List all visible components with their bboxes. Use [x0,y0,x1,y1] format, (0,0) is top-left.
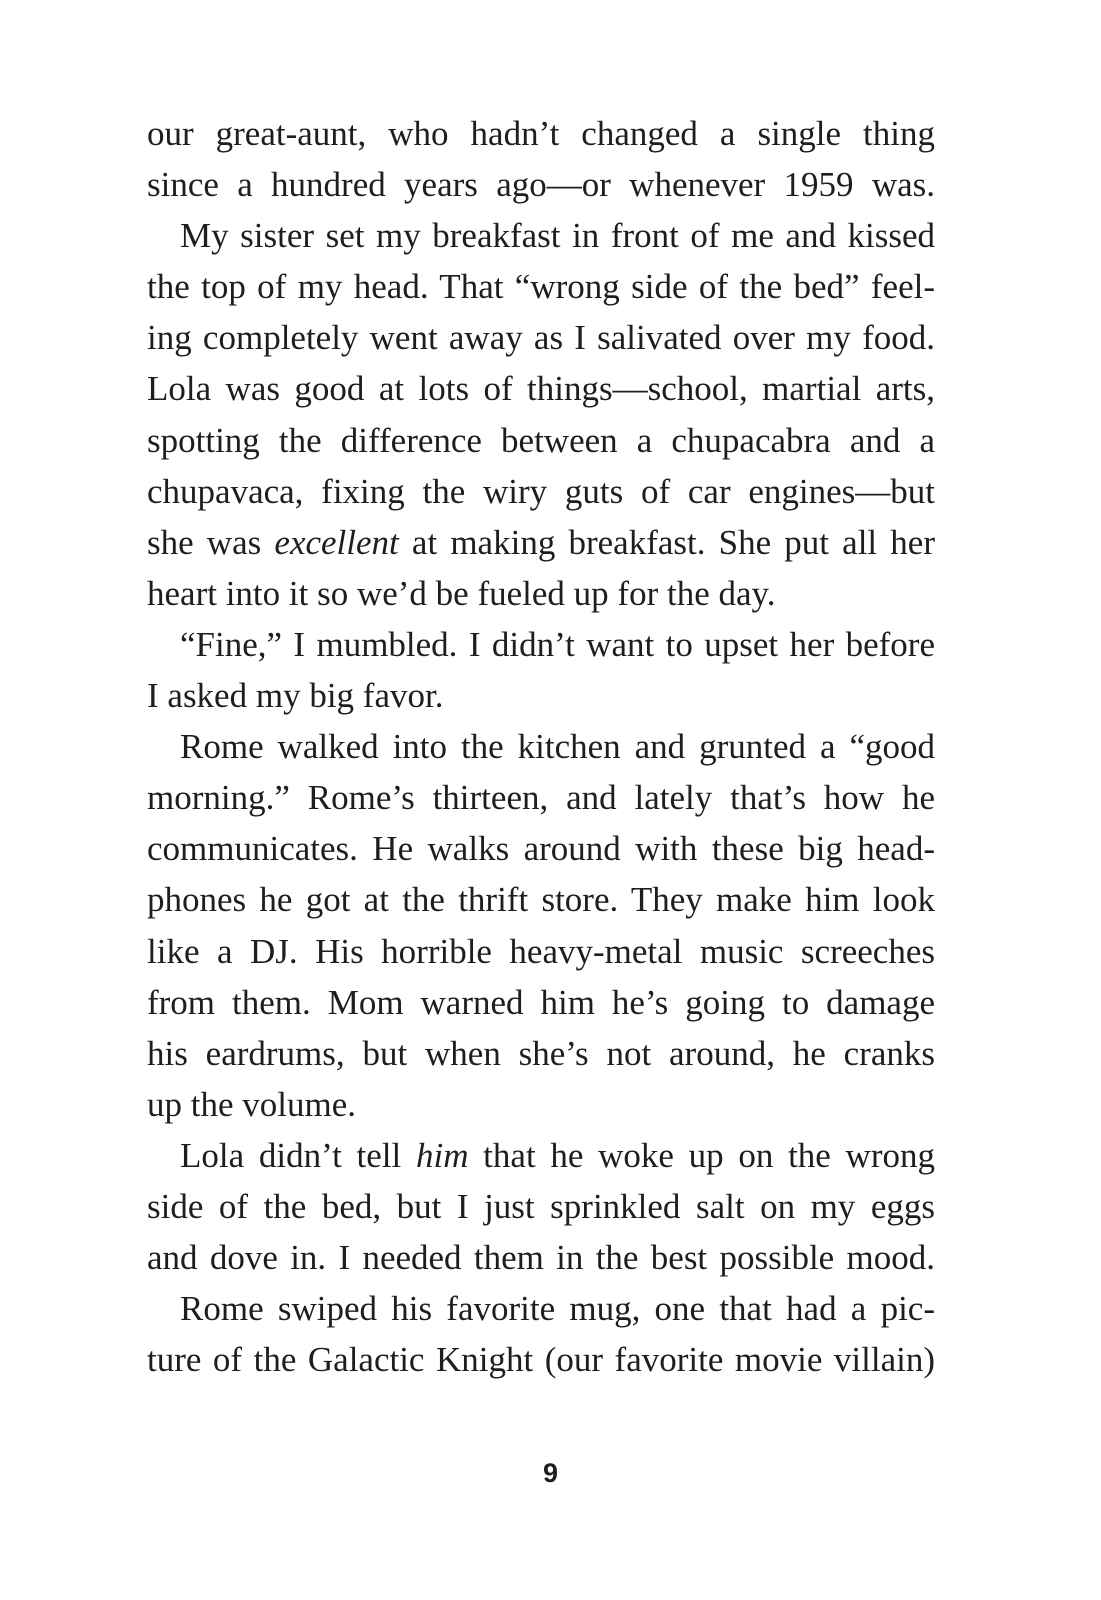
text-line: from them. Mom warned him he’s going to damage [147,982,935,1022]
text-line: communicates. He walks around with these big head- [147,829,935,869]
text-line: the top of my head. That “wrong side of the bed” feel- [147,267,935,307]
paragraph [147,1283,935,1385]
text-line: our great-aunt, who hadn’t changed a single thing [147,114,935,153]
text-line: morning.” Rome’s thirteen, and lately that’s how he [147,778,935,818]
text-line: side of the bed, but I just sprinkled salt on my eggs [147,1186,935,1226]
emphasis-text: him [415,1135,469,1175]
text-line: his eardrums, but when she’s not around, he cranks [147,1033,935,1073]
page-number: 9 [542,1458,559,1488]
text-line: heart into it so we’d be fueled up for the day. [147,573,776,613]
paragraph [147,1130,935,1283]
text-line: since a hundred years ago—or whenever 1959 was. [147,165,935,205]
body-text [147,108,935,1385]
text-line: My sister set my breakfast in front of me and kissed [180,216,935,256]
text-line: ture of the Galactic Knight (our favorite movie villain) [147,1340,935,1380]
text-line: Lola was good at lots of things—school, martial arts, [147,369,935,409]
paragraph [147,721,935,1130]
text-line: spotting the difference between a chupacabra and a [147,420,935,460]
text-line: and dove in. I needed them in the best possible mood. [147,1238,935,1278]
text-line: phones he got at the thrift store. They make him look [147,880,935,920]
text-run: she was [147,522,275,562]
text-run: Lola didn’t tell [180,1135,416,1175]
text-line: “Fine,” I mumbled. I didn’t want to upset her before [180,624,935,664]
text-line: I asked my big favor. [147,676,444,716]
text-line [147,1130,935,1181]
paragraph [147,619,935,721]
paragraph [147,108,935,210]
text-line: Rome walked into the kitchen and grunted a “good [180,727,935,767]
text-line: ing completely went away as I salivated over my food. [147,318,935,358]
emphasis-text: excellent [274,522,399,562]
text-line: chupavaca, fixing the wiry guts of car engines—but [147,471,935,511]
text-line: like a DJ. His horrible heavy-metal music screeches [147,931,935,971]
text-line: up the volume. [147,1084,356,1124]
text-line [147,517,935,568]
text-line: Rome swiped his favorite mug, one that had a pic- [180,1289,935,1329]
paragraph [147,210,935,619]
text-run: at making breakfast. She put all her [398,522,935,562]
text-run: that he woke up on the wrong [468,1135,935,1175]
